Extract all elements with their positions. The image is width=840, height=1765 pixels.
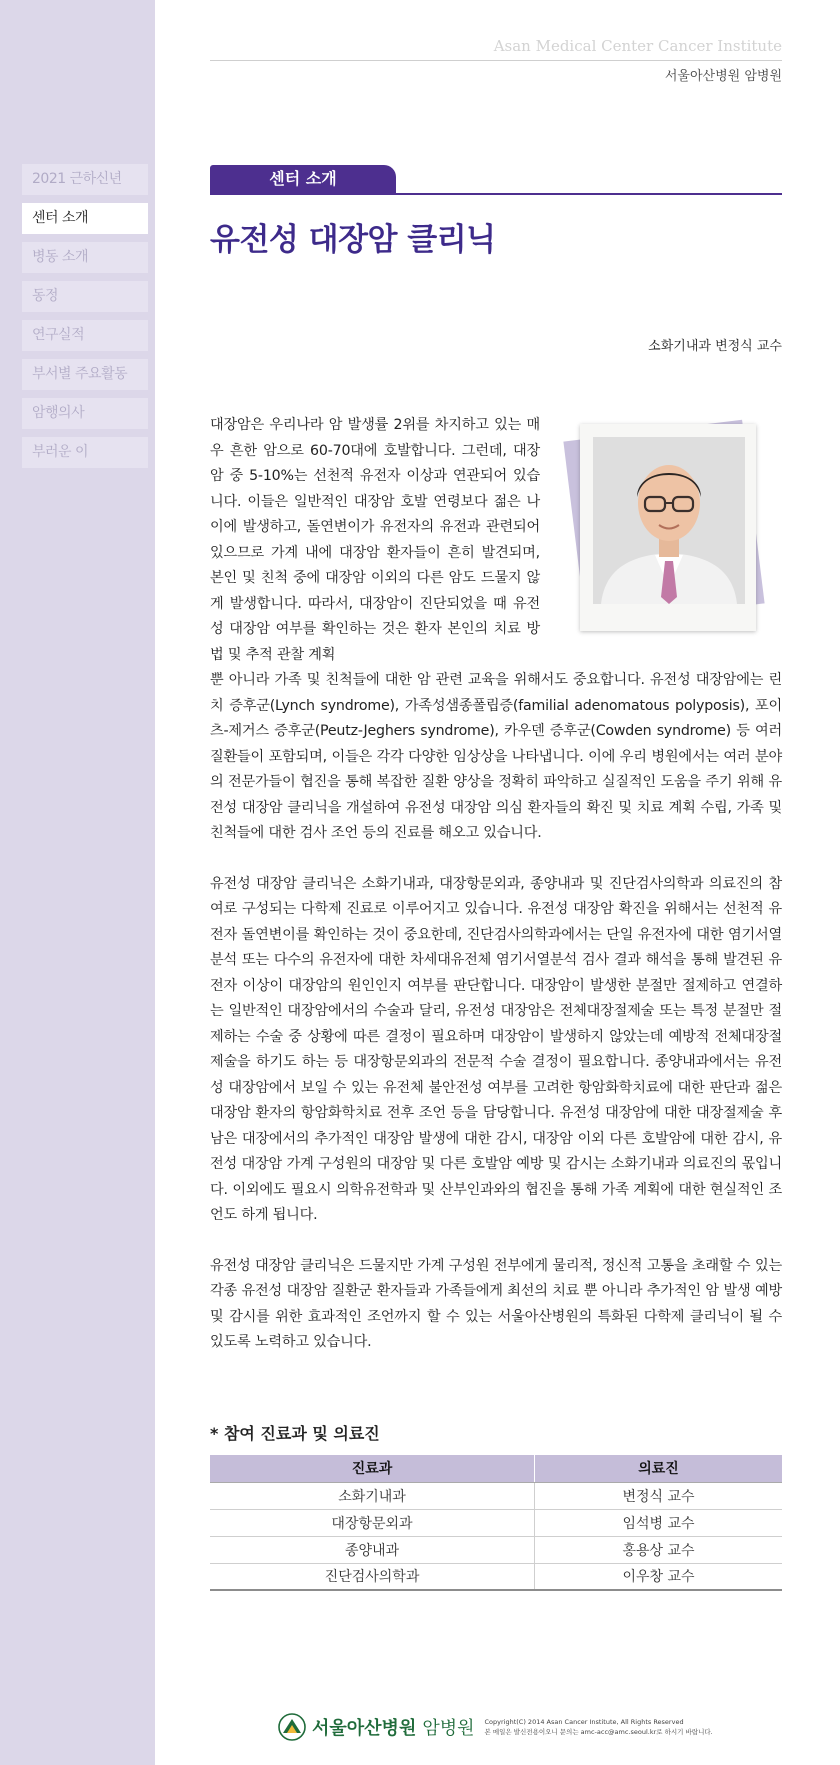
footer-brand-name: 서울아산병원	[312, 1718, 417, 1739]
table-cell-staff: 임석병 교수	[535, 1509, 782, 1536]
author-byline: 소화기내과 변정식 교수	[648, 339, 782, 354]
staff-table-heading: * 참여 진료과 및 의료진	[210, 1424, 380, 1443]
column-header-department: 진료과	[210, 1455, 535, 1482]
table-cell-staff: 변정식 교수	[535, 1482, 782, 1509]
article-paragraph-1	[210, 413, 782, 847]
article-paragraph-1-rest: 뿐 아니라 가족 및 친척들에 대한 암 관련 교육을 위해서도 중요합니다. 유전성 대장암에는 린치 증후군(Lynch syndrome), 가족성샘종폴립증(familial adenomatous polyposis), 포이츠-제거스 증후군(Peutz-Jeghers syndrome), 카우덴 증후군(Cowden syndrome) 등 여러 질환들이 포함되며, 이들은 각각 다양한 임상상을 나타냅니다. 이에 우리 병원에서는 여러 분야의 전문가들이 협진을 통해 복잡한 질환 양상을 정확히 파악하고 실질적인 도움을 주기 위해 유전성 대장암 클리닉을 개설하여 유전성 대장암 의심 환자들의 확진 및 치료 계획 수립, 가족 및 친척들에 대한 검사 조언 등의 진료를 해오고 있습니다.	[210, 672, 782, 841]
table-cell-department: 대장항문외과	[210, 1509, 535, 1536]
page-title: 유전성 대장암 클리닉	[210, 222, 496, 258]
table-cell-staff: 홍용상 교수	[535, 1536, 782, 1563]
column-header-staff: 의료진	[535, 1455, 782, 1482]
table-header-row	[210, 1455, 782, 1482]
header-divider	[210, 60, 782, 61]
footer-brand-sub: 암병원	[422, 1718, 475, 1739]
table-cell-department: 소화기내과	[210, 1482, 535, 1509]
table-row	[210, 1536, 782, 1563]
article-paragraph-3: 유전성 대장암 클리닉은 드물지만 가계 구성원 전부에게 물리적, 정신적 고통을 초래할 수 있는 각종 유전성 대장암 질환군 환자들과 가족들에게 최선의 치료 뿐 아니라 추가적인 암 발생 예방 및 감시를 위한 효과적인 조언까지 할 수 있는 서울아산병원의 특화된 다학제 클리닉이 될 수 있도록 노력하고 있습니다.	[210, 1257, 782, 1350]
footer-copyright	[485, 1717, 713, 1737]
copyright-line-1: Copyright(C) 2014 Asan Cancer Institute, All Rights Reserved	[484, 1718, 684, 1726]
institute-name-ko: 서울아산병원 암병원	[664, 69, 782, 84]
article-paragraph-2: 유전성 대장암 클리닉은 소화기내과, 대장항문외과, 종양내과 및 진단검사의학과 의료진의 참여로 구성되는 다학제 진료로 이루어지고 있습니다. 유전성 대장암 확진을 위해서는 선천적 유전자 돌연변이를 확인하는 것이 중요한데, 진단검사의학과에서는 단일 유전자에 대한 염기서열분석 또는 다수의 유전자에 대한 차세대유전체 염기서열분석 검사 결과 해석을 통해 발견된 유전자 이상이 대장암의 원인인지 여부를 판단합니다. 대장암이 발생한 분절만 절제하고 연결하는 일반적인 대장암에서의 수술과 달리, 유전성 대장암은 전체대장절제술 또는 특정 분절만 절제하는 수술 중 상황에 따른 결정이 필요하며 대장암이 발생하지 않았는데 예방적 전체대장절제술을 하기도 하는 등 대장항문외과의 전문적 수술 결정이 필요합니다. 종양내과에서는 유전성 대장암에서 보일 수 있는 유전체 불안전성 여부를 고려한 항암화학치료에 대한 판단과 젊은 대장암 환자의 항암화학치료 전후 조언 등을 담당합니다. 유전성 대장암에 대한 대장절제술 후 남은 대장에서의 추가적인 대장암 발생에 대한 감시, 대장암 이외 다른 호발암에 대한 감시, 유전성 대장암 가계 구성원의 대장암 및 다른 호발암 예방 및 감시는 소화기내과 의료진의 몫입니다. 이외에도 필요시 의학유전학과 및 산부인과와의 협진을 통해 가족 계획에 대한 현실적인 조언도 하게 됩니다.	[210, 875, 782, 1223]
table-cell-staff: 이우창 교수	[535, 1563, 782, 1590]
asan-medical-center-logo-icon	[278, 1713, 306, 1741]
table-row	[210, 1482, 782, 1509]
table-cell-department: 진단검사의학과	[210, 1563, 535, 1590]
article-paragraph-1-lead: 대장암은 우리나라 암 발생률 2위를 차지하고 있는 매우 흔한 암으로 60-70대에 호발합니다. 그런데, 대장암 중 5-10%는 선천적 유전자 이상과 연관되어 있습니다. 이들은 일반적인 대장암 호발 연령보다 젊은 나이에 발생하고, 돌연변이가 유전자의 유전과 관련되어 있으므로 가계 내에 대장암 환자들이 흔히 발견되며, 본인 및 친척 중에 대장암 이외의 다른 암도 드물지 않게 발생합니다. 따라서, 대장암이 진단되었을 때 유전성 대장암 여부를 확인하는 것은 환자 본인의 치료 방법 및 추적 관찰 계획	[210, 417, 540, 663]
sidebar-item-department-activities[interactable]: 부서별 주요활동	[22, 359, 148, 390]
article-body	[210, 413, 782, 1381]
sidebar	[0, 0, 155, 1765]
sidebar-item-secret-doctor[interactable]: 암행의사	[22, 398, 148, 429]
staff-table	[210, 1455, 782, 1591]
sidebar-item-enviable-person[interactable]: 부러운 이	[22, 437, 148, 468]
section-tab: 센터 소개	[210, 165, 396, 193]
table-cell-department: 종양내과	[210, 1536, 535, 1563]
institute-name-en: Asan Medical Center Cancer Institute	[493, 37, 782, 55]
table-row	[210, 1563, 782, 1590]
sidebar-item-news[interactable]: 동정	[22, 281, 148, 312]
sidebar-item-new-year-greeting[interactable]: 2021 근하신년	[22, 164, 148, 195]
sidebar-item-ward-intro[interactable]: 병동 소개	[22, 242, 148, 273]
table-row	[210, 1509, 782, 1536]
copyright-line-2: 본 메일은 발신전용이오니 문의는 amc-acc@amc.seoul.kr로 하시기 바랍니다.	[484, 1728, 713, 1736]
sidebar-item-center-intro[interactable]: 센터 소개	[22, 203, 148, 234]
sidebar-item-research[interactable]: 연구실적	[22, 320, 148, 351]
footer	[278, 1710, 713, 1744]
section-divider	[210, 193, 782, 195]
sidebar-nav	[22, 164, 148, 476]
